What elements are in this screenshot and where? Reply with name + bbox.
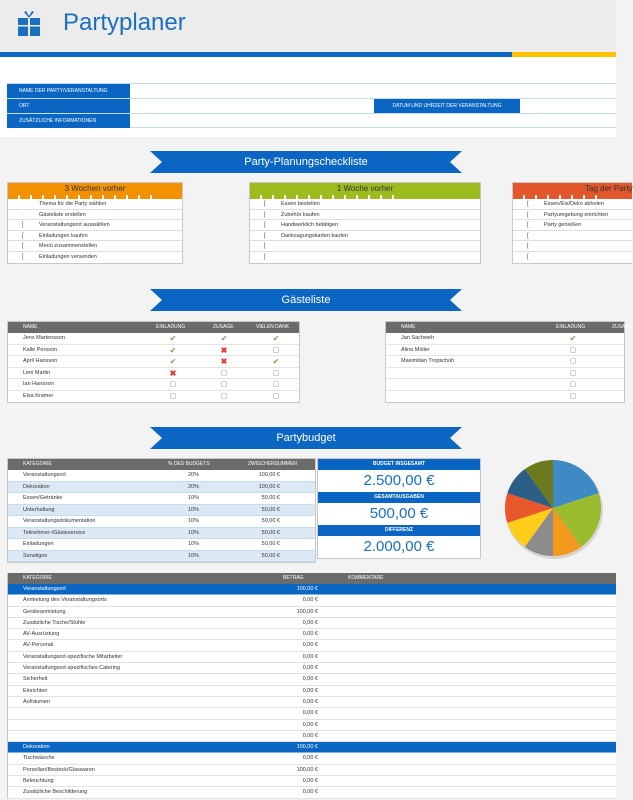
- detail-amount[interactable]: 100,00 €: [296, 586, 318, 592]
- thanks-status-icon[interactable]: ▢: [272, 392, 280, 400]
- accept-status-icon[interactable]: ✔: [220, 334, 228, 343]
- guests-section-ribbon: [150, 289, 462, 311]
- detail-label[interactable]: Dekoration: [23, 744, 50, 751]
- detail-amount[interactable]: 0,00 €: [302, 631, 318, 638]
- checkbox-icon[interactable]: [: [264, 243, 266, 250]
- thanks-status-icon[interactable]: ✔: [272, 334, 280, 343]
- checkbox-icon[interactable]: [: [22, 243, 24, 250]
- detail-amount[interactable]: 100,00 €: [296, 766, 318, 773]
- budget-category: Dekoration: [23, 483, 50, 490]
- budget-row[interactable]: [8, 493, 315, 505]
- budget-total-value[interactable]: 2.500,00 €: [363, 472, 435, 489]
- accept-status-icon[interactable]: ✖: [220, 357, 228, 366]
- checklist-column-3-weeks: [7, 182, 183, 264]
- detail-amount[interactable]: 0,00 €: [302, 721, 318, 728]
- accept-status-icon[interactable]: ▢: [220, 392, 228, 400]
- detail-item-row[interactable]: [8, 765, 616, 776]
- detail-category-row[interactable]: [8, 584, 616, 595]
- detail-label[interactable]: AV-Personal: [23, 642, 54, 649]
- detail-item-row[interactable]: [8, 663, 616, 674]
- checklist-item[interactable]: [ Danksagungskarten kaufen: [250, 231, 480, 242]
- checklist-column-header: [8, 183, 182, 199]
- budget-percent[interactable]: 20%: [188, 483, 200, 490]
- guest-name[interactable]: Alina Möller: [401, 346, 430, 353]
- detail-label[interactable]: Zusätzliche Tische/Stühle: [23, 619, 86, 626]
- guest-name[interactable]: Maximilian Tropschuh: [401, 358, 455, 364]
- checklist-item[interactable]: [ Partyumgebung einrichten: [513, 210, 632, 221]
- budget-table: [7, 458, 316, 563]
- guest-table-left: [7, 321, 300, 403]
- detail-label[interactable]: Geräteanmietung: [23, 608, 66, 615]
- guest-row[interactable]: [386, 333, 624, 345]
- event-date-label: DATUM UND UHRZEIT DER VERANSTALTUNG: [374, 99, 520, 113]
- detail-item-row[interactable]: [8, 607, 616, 618]
- invite-status-icon[interactable]: ✔: [169, 345, 177, 355]
- budget-percent[interactable]: 20%: [188, 472, 200, 478]
- detail-item-row[interactable]: [8, 674, 616, 685]
- guests-title: Gästeliste: [281, 294, 331, 306]
- checklist-item[interactable]: [513, 241, 632, 252]
- detail-amount[interactable]: 0,00 €: [302, 778, 318, 785]
- budget-detail-table: [7, 573, 616, 799]
- guest-name[interactable]: Jan Sachweh: [401, 335, 435, 341]
- checkbox-icon[interactable]: [: [264, 201, 266, 207]
- app-header: [0, 0, 616, 52]
- invite-status-icon[interactable]: ✔: [169, 334, 177, 343]
- checklist-column-title: Tag der Party: [585, 184, 633, 193]
- detail-amount[interactable]: 0,00 €: [302, 710, 318, 717]
- app-title: Partyplaner: [63, 9, 186, 36]
- budget-percent[interactable]: 10%: [188, 506, 200, 513]
- invite-status-icon[interactable]: ✖: [169, 368, 177, 378]
- checklist-column-1-week: [249, 182, 481, 264]
- guest-table-right: [385, 321, 633, 403]
- detail-amount[interactable]: 0,00 €: [302, 698, 318, 705]
- checkbox-icon[interactable]: [: [527, 222, 529, 229]
- budget-category: Veranstaltungsort: [23, 472, 66, 478]
- detail-label[interactable]: Veranstaltungsort-spezifisches Catering: [23, 665, 120, 672]
- budget-spent-label: GESAMTAUSGABEN: [318, 492, 480, 503]
- checklist-item[interactable]: [250, 241, 480, 252]
- budget-subtotal: 100,00 €: [258, 472, 280, 478]
- detail-label[interactable]: Veranstaltungsort: [23, 586, 66, 592]
- guest-row[interactable]: [386, 391, 624, 403]
- detail-label[interactable]: Beleuchtung: [23, 778, 54, 785]
- detail-label[interactable]: Zusätzliche Beschilderung: [23, 789, 88, 796]
- checklist-title: Party-Planungscheckliste: [244, 156, 368, 168]
- guest-row[interactable]: [386, 368, 624, 380]
- budget-category: Einladungen: [23, 541, 54, 547]
- checklist-item[interactable]: [ Zubehör kaufen: [250, 210, 480, 221]
- checklist-column-header: [513, 183, 632, 199]
- invite-status-icon[interactable]: ✔: [569, 334, 577, 343]
- detail-amount[interactable]: 0,00 €: [302, 789, 318, 796]
- invite-status-icon[interactable]: ▢: [569, 369, 577, 377]
- invite-status-icon[interactable]: ▢: [569, 381, 577, 388]
- checklist-section-ribbon: [150, 151, 462, 173]
- budget-pie-chart: [500, 455, 606, 561]
- budget-row[interactable]: [8, 505, 315, 517]
- detail-amount[interactable]: 0,00 €: [302, 642, 318, 649]
- invite-status-icon[interactable]: ▢: [569, 392, 577, 400]
- checklist-column-title: 1 Woche vorher: [336, 184, 394, 193]
- detail-label[interactable]: Anmietung des Veranstaltungsorts: [23, 597, 107, 604]
- budget-subtotal: 50,00 €: [261, 518, 280, 524]
- detail-label[interactable]: AV-Ausrüstung: [23, 631, 60, 638]
- guest-row[interactable]: [8, 368, 299, 380]
- budget-subtotal: 50,00 €: [261, 552, 280, 559]
- checkbox-icon[interactable]: [: [264, 253, 266, 260]
- checkbox-icon[interactable]: [: [527, 201, 529, 207]
- checklist-column-header: [250, 183, 480, 199]
- budget-section-ribbon: [150, 427, 462, 449]
- checkbox-icon[interactable]: ·: [22, 201, 24, 207]
- detail-item-row[interactable]: [8, 720, 616, 731]
- checklist-item[interactable]: [250, 252, 480, 263]
- checkbox-icon[interactable]: [: [527, 211, 529, 218]
- guest-name[interactable]: April Hansson: [23, 358, 58, 364]
- guest-row[interactable]: [8, 391, 299, 403]
- invite-status-icon[interactable]: ▢: [569, 346, 577, 354]
- guest-name[interactable]: Ian Hansson: [23, 381, 54, 387]
- detail-amount[interactable]: 0,00 €: [302, 732, 318, 739]
- thanks-status-icon[interactable]: ▢: [272, 369, 280, 377]
- budget-subtotal: 50,00 €: [261, 506, 280, 513]
- guest-row[interactable]: [386, 345, 624, 357]
- checkbox-icon[interactable]: [: [527, 253, 529, 260]
- checklist-item[interactable]: [ Essen/Eis/Deko abholen: [513, 199, 632, 210]
- detail-amount[interactable]: 0,00 €: [302, 676, 318, 683]
- detail-item-row[interactable]: [8, 629, 616, 640]
- detail-amount[interactable]: 0,00 €: [302, 665, 318, 672]
- budget-subtotal: 50,00 €: [261, 529, 280, 536]
- checklist-item[interactable]: [ Essen bestellen: [250, 199, 480, 210]
- detail-amount[interactable]: 100,00 €: [296, 608, 318, 615]
- budget-title: Partybudget: [276, 432, 336, 444]
- thanks-status-icon[interactable]: ▢: [272, 381, 280, 388]
- checklist-column-party-day: [512, 182, 632, 264]
- checklist-item[interactable]: [ Einladungen versenden: [22, 253, 97, 260]
- budget-category: Essen/Getränke: [23, 495, 63, 501]
- budget-category: Veranstaltungsdokumentation: [23, 518, 96, 524]
- detail-item-row[interactable]: [8, 708, 616, 719]
- budget-category: Teilnehmer-/Gästeservice: [23, 529, 86, 536]
- event-place-label: ORT: [7, 99, 130, 113]
- budget-percent[interactable]: 10%: [188, 552, 200, 559]
- budget-table-header: KATEGORIE % DES BUDGETS ZWISCHENSUMMEN: [8, 459, 315, 470]
- detail-item-row[interactable]: [8, 776, 616, 787]
- budget-row[interactable]: [8, 551, 315, 563]
- guest-table-header: NAME EINLADUNG ZUSAGE VIELEN DANK: [8, 322, 299, 333]
- budget-row[interactable]: [8, 516, 315, 528]
- guest-name[interactable]: Kalle Persson: [23, 346, 57, 353]
- detail-amount[interactable]: 0,00 €: [302, 687, 318, 694]
- guest-name[interactable]: Leni Martin: [23, 369, 51, 376]
- detail-item-row[interactable]: [8, 618, 616, 629]
- detail-label[interactable]: Aufräumen: [23, 698, 50, 705]
- guest-name[interactable]: Elsa Kramer: [23, 392, 54, 399]
- guest-row[interactable]: [8, 356, 299, 368]
- budget-total-label: BUDGET INSGESAMT: [318, 459, 480, 470]
- guest-row[interactable]: [8, 379, 299, 391]
- invite-status-icon[interactable]: ▢: [569, 358, 577, 365]
- budget-row[interactable]: [8, 470, 315, 482]
- checklist-item[interactable]: [ Veranstaltungsort auswählen: [8, 220, 182, 231]
- event-info-form: [7, 83, 616, 128]
- detail-label[interactable]: Sicherheit: [23, 676, 48, 683]
- checklist-item[interactable]: [513, 231, 632, 242]
- detail-amount[interactable]: 100,00 €: [296, 744, 318, 751]
- guest-table-header: NAME EINLADUNG ZUSAGE: [386, 322, 624, 333]
- thanks-status-icon[interactable]: ▢: [272, 346, 280, 354]
- detail-label[interactable]: Einrichten: [23, 687, 48, 694]
- checkbox-icon[interactable]: [: [22, 232, 24, 239]
- event-name-row[interactable]: [7, 83, 616, 98]
- checkbox-icon[interactable]: ·: [22, 211, 24, 218]
- checkbox-icon[interactable]: [: [527, 243, 529, 250]
- detail-item-row[interactable]: [8, 753, 616, 764]
- detail-item-row[interactable]: [8, 731, 616, 742]
- detail-amount[interactable]: 0,00 €: [302, 597, 318, 604]
- detail-category-row[interactable]: [8, 742, 616, 753]
- budget-percent[interactable]: 10%: [188, 518, 200, 524]
- thanks-status-icon[interactable]: ✔: [272, 357, 280, 366]
- accept-status-icon[interactable]: ✖: [220, 345, 228, 355]
- guest-name[interactable]: Jens Martensson: [23, 335, 65, 341]
- invite-status-icon[interactable]: ▢: [169, 392, 177, 400]
- guest-row[interactable]: [386, 356, 624, 368]
- guest-row[interactable]: [8, 345, 299, 357]
- detail-item-row[interactable]: [8, 640, 616, 651]
- budget-diff-label: DIFFERENZ: [318, 525, 480, 536]
- event-extra-row[interactable]: [7, 113, 616, 128]
- checklist-column-title: 3 Wochen vorher: [64, 184, 126, 193]
- event-extra-label: ZUSÄTZLICHE INFORMATIONEN: [7, 114, 130, 128]
- accept-status-icon[interactable]: ▢: [220, 381, 228, 388]
- budget-subtotal: 100,00 €: [258, 483, 280, 490]
- checkbox-icon[interactable]: [: [264, 222, 266, 229]
- budget-diff-value: 2.000,00 €: [363, 538, 435, 555]
- event-name-label: NAME DER PARTY/VERANSTALTUNG: [7, 84, 130, 98]
- event-place-row[interactable]: [7, 98, 616, 113]
- budget-percent[interactable]: 10%: [188, 529, 200, 536]
- budget-summary: [317, 458, 481, 559]
- budget-percent[interactable]: 10%: [188, 495, 200, 501]
- detail-item-row[interactable]: [8, 595, 616, 606]
- detail-amount[interactable]: 0,00 €: [302, 653, 318, 660]
- checkbox-icon[interactable]: [: [264, 211, 266, 218]
- budget-category: Sonstiges: [23, 552, 48, 559]
- checklist-item[interactable]: · Gästeliste erstellen: [8, 210, 182, 221]
- budget-subtotal: 50,00 €: [261, 495, 280, 501]
- budget-category: Unterhaltung: [23, 506, 55, 513]
- budget-row[interactable]: [8, 539, 315, 551]
- detail-item-row[interactable]: [8, 686, 616, 697]
- invite-status-icon[interactable]: ✔: [169, 357, 177, 366]
- budget-row[interactable]: [8, 482, 315, 494]
- detail-label[interactable]: Tischwäsche: [23, 755, 55, 762]
- detail-label[interactable]: Veranstaltungsort-spezifische Mitarbeiter: [23, 653, 123, 660]
- checkbox-icon[interactable]: [: [264, 232, 266, 239]
- detail-item-row[interactable]: [8, 652, 616, 663]
- checklist-item[interactable]: [ Handwerklich betätigen: [250, 220, 480, 231]
- checkbox-icon[interactable]: [: [22, 222, 24, 229]
- checkbox-icon[interactable]: [: [22, 253, 24, 260]
- budget-subtotal: 50,00 €: [261, 541, 280, 547]
- checklist-item[interactable]: · Thema für die Party wählen: [8, 199, 182, 210]
- detail-amount[interactable]: 0,00 €: [302, 755, 318, 762]
- checklist-item[interactable]: [513, 252, 632, 263]
- budget-spent-value: 500,00 €: [369, 505, 429, 522]
- budget-row[interactable]: [8, 528, 315, 540]
- accept-status-icon[interactable]: ▢: [220, 369, 228, 377]
- detail-item-row[interactable]: [8, 787, 616, 798]
- guest-row[interactable]: [8, 333, 299, 345]
- budget-percent[interactable]: 10%: [188, 541, 200, 547]
- detail-table-header: KATEGORIE BETRAG KOMMENTARE: [8, 573, 616, 584]
- detail-item-row[interactable]: [8, 697, 616, 708]
- gift-icon: [18, 10, 40, 36]
- detail-amount[interactable]: 0,00 €: [302, 619, 318, 626]
- detail-label[interactable]: Porzellan/Besteck/Glaswaren: [23, 766, 95, 773]
- guest-row[interactable]: [386, 379, 624, 391]
- checklist-item[interactable]: [ Menü zusammenstellen: [8, 241, 182, 252]
- invite-status-icon[interactable]: ▢: [169, 381, 177, 388]
- checkbox-icon[interactable]: [: [527, 232, 529, 239]
- checklist-item[interactable]: [ Einladungen kaufen: [8, 231, 182, 242]
- checklist-item[interactable]: [ Party genießen: [513, 220, 632, 231]
